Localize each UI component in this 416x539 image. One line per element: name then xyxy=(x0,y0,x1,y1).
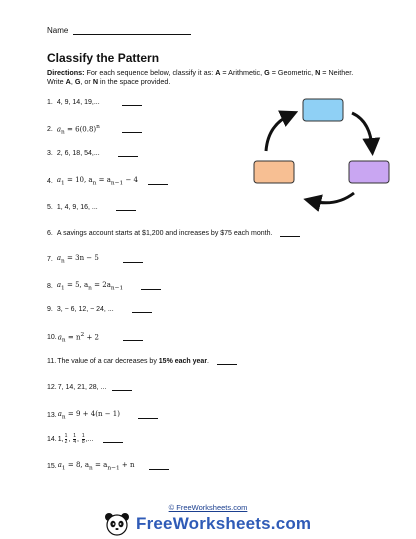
formula-part: + 2 xyxy=(84,333,100,342)
question-text: 7, 14, 21, 28, ... xyxy=(57,384,107,391)
question-12 xyxy=(47,384,132,391)
formula-part: = a xyxy=(92,461,108,469)
sequence-tail: ,... xyxy=(85,436,94,443)
question-text: 2, 6, 18, 54,... xyxy=(56,150,100,157)
formula-subscript: n xyxy=(61,337,66,344)
question-number: 2. xyxy=(47,126,53,134)
formula-subscript: n xyxy=(61,414,66,421)
question-text: 4, 9, 14, 19,... xyxy=(56,99,100,106)
question-3 xyxy=(47,150,138,157)
question-number: 8. xyxy=(47,282,53,290)
key-a: A xyxy=(215,68,221,77)
answer-blank[interactable] xyxy=(122,99,142,106)
question-13 xyxy=(47,410,158,420)
fraction-term xyxy=(73,434,76,445)
formula-subscript: 1 xyxy=(61,465,66,472)
key-n: N xyxy=(315,68,321,77)
answer-blank[interactable] xyxy=(112,384,132,391)
formula-subscript: n xyxy=(89,465,93,472)
name-row xyxy=(47,26,191,35)
question-11 xyxy=(47,358,237,365)
question-number: 1. xyxy=(47,99,53,106)
question-number: 10. xyxy=(47,334,57,342)
name-label: Name xyxy=(47,26,69,35)
formula-subscript: n−1 xyxy=(110,180,124,187)
question-formula xyxy=(58,410,120,420)
answer-blank[interactable] xyxy=(122,126,142,133)
answer-blank[interactable] xyxy=(116,204,136,211)
formula-part: = 10, a xyxy=(64,176,93,184)
formula-superscript: n xyxy=(96,124,100,130)
answer-blank[interactable] xyxy=(217,358,237,365)
directions xyxy=(47,68,367,86)
formula-part: = 3n − 5 xyxy=(64,254,99,262)
formula-part: = 6(0.8) xyxy=(64,125,97,134)
formula-part: a xyxy=(57,333,62,342)
formula-subscript: 1 xyxy=(61,180,65,187)
answer-blank[interactable] xyxy=(132,306,152,313)
formula-part: a xyxy=(56,176,62,184)
cycle-box-orange xyxy=(254,161,294,183)
denominator: 2 xyxy=(64,439,68,445)
sequence-comma: , xyxy=(77,436,81,443)
question-7 xyxy=(47,254,143,264)
or-sep: , or xyxy=(80,77,93,86)
question-6 xyxy=(47,230,300,237)
question-text xyxy=(57,358,209,365)
question-14 xyxy=(47,434,123,445)
question-4 xyxy=(47,176,168,186)
key-g: G xyxy=(264,68,270,77)
fraction-term xyxy=(82,434,85,445)
question-number: 7. xyxy=(47,255,53,263)
formula-part: + n xyxy=(119,461,135,469)
question-text-part: . xyxy=(207,358,209,365)
key-a-desc: = Arithmetic, xyxy=(220,68,265,77)
footer-brand[interactable] xyxy=(104,512,311,536)
directions-end: in the space provided. xyxy=(98,77,171,86)
question-number: 4. xyxy=(47,177,53,185)
sequence-first-term: 1, xyxy=(57,436,64,443)
formula-part: = 2a xyxy=(91,281,111,289)
directions-text-1: For each sequence below, classify it as: xyxy=(84,68,216,77)
sequence-comma: , xyxy=(68,436,73,443)
question-number: 11. xyxy=(47,358,57,365)
answer-blank[interactable] xyxy=(103,436,123,443)
question-formula xyxy=(58,461,135,471)
formula-subscript: n xyxy=(61,258,65,265)
formula-subscript: n xyxy=(92,180,97,187)
formula-part: = 9 + 4(n − 1) xyxy=(65,410,120,418)
formula-subscript: n−1 xyxy=(110,285,124,292)
key-g-2: G xyxy=(74,77,81,86)
question-10 xyxy=(47,332,143,344)
formula-part: = 8, a xyxy=(65,461,90,469)
denominator: 4 xyxy=(73,439,77,445)
question-number: 5. xyxy=(47,204,53,211)
formula-part: − 4 xyxy=(123,176,139,184)
cycle-arrow-top-right xyxy=(352,113,372,147)
question-formula xyxy=(58,332,99,344)
key-a-2: A xyxy=(65,77,71,86)
formula-part: a xyxy=(56,254,62,262)
directions-lead: Directions: xyxy=(47,68,85,77)
worksheet-title: Classify the Pattern xyxy=(47,51,160,65)
answer-blank[interactable] xyxy=(280,230,300,237)
key-g-desc: = Geometric, xyxy=(269,68,316,77)
formula-subscript: 1 xyxy=(61,285,65,292)
pattern-cycle-diagram xyxy=(246,95,396,215)
question-2 xyxy=(47,124,142,136)
answer-blank[interactable] xyxy=(138,412,158,419)
question-number: 15. xyxy=(47,462,57,470)
question-formula xyxy=(57,281,123,291)
answer-blank[interactable] xyxy=(123,334,143,341)
formula-part: a xyxy=(57,461,62,469)
formula-part: = n xyxy=(65,333,81,342)
question-number: 9. xyxy=(47,306,53,313)
question-8 xyxy=(47,281,161,291)
question-text: A savings account starts at $1,200 and increases by $75 each month. xyxy=(56,230,273,237)
answer-blank[interactable] xyxy=(118,150,138,157)
answer-blank[interactable] xyxy=(123,256,143,263)
answer-blank[interactable] xyxy=(148,178,168,185)
question-formula xyxy=(57,176,138,186)
comma-sep: , xyxy=(70,77,75,86)
question-formula xyxy=(57,124,100,136)
cycle-arrow-bottom xyxy=(312,193,354,203)
question-text: 1, 4, 9, 16, ... xyxy=(56,204,98,211)
question-text-part: The value of a car decreases by xyxy=(57,358,159,365)
question-9 xyxy=(47,306,152,313)
footer-link[interactable]: © FreeWorksheets.com xyxy=(168,503,248,512)
question-number: 14. xyxy=(47,436,57,443)
answer-blank[interactable] xyxy=(141,283,161,290)
name-blank[interactable] xyxy=(73,26,191,35)
numerator: 1 xyxy=(73,433,77,439)
cycle-arrow-left xyxy=(266,115,290,151)
cycle-box-purple xyxy=(349,161,389,183)
answer-blank[interactable] xyxy=(149,463,169,470)
denominator: 8 xyxy=(81,439,85,445)
question-fractions xyxy=(58,434,94,445)
formula-part: a xyxy=(56,281,62,289)
question-number: 6. xyxy=(47,230,53,237)
question-5 xyxy=(47,204,136,211)
cycle-box-blue xyxy=(303,99,343,121)
key-n-desc: = Neither. Write xyxy=(47,68,354,86)
fraction-term xyxy=(65,434,68,445)
formula-subscript: n xyxy=(88,285,92,292)
panda-logo-icon xyxy=(104,512,130,536)
question-15 xyxy=(47,461,169,471)
formula-superscript: 2 xyxy=(80,332,85,338)
formula-part: = a xyxy=(96,176,111,184)
question-text: 3, − 6, 12, − 24, ... xyxy=(56,306,114,313)
brand-name: FreeWorksheets.com xyxy=(136,514,312,533)
numerator: 1 xyxy=(81,433,85,439)
formula-part: a xyxy=(56,125,62,134)
question-formula xyxy=(57,254,99,264)
key-n-2: N xyxy=(92,77,99,86)
formula-subscript: n xyxy=(61,129,65,136)
question-number: 12. xyxy=(47,384,57,391)
question-1 xyxy=(47,99,142,106)
question-emphasis: 15% each year xyxy=(158,358,208,365)
question-number: 13. xyxy=(47,411,57,419)
formula-subscript: n−1 xyxy=(107,465,120,472)
formula-part: = 5, a xyxy=(64,281,89,289)
formula-part: a xyxy=(57,410,62,418)
numerator: 1 xyxy=(64,433,68,439)
question-number: 3. xyxy=(47,150,53,157)
